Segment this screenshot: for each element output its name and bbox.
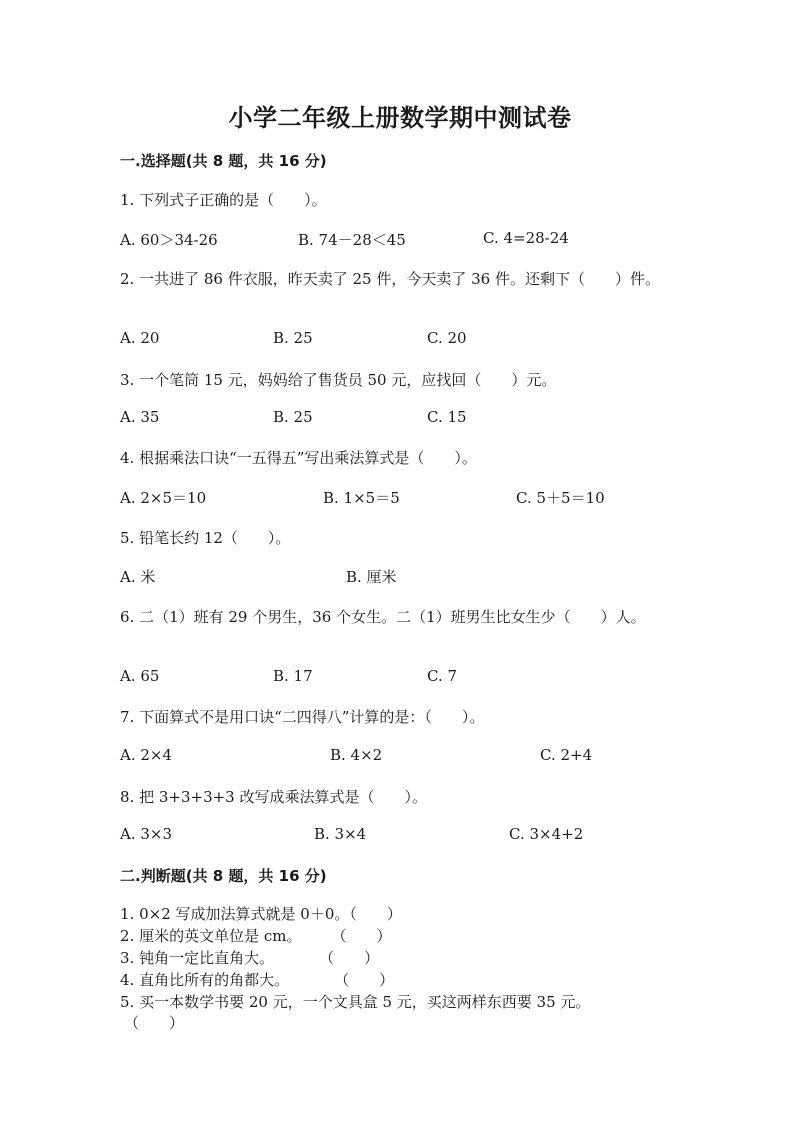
question-1-option-b[interactable]: B. 74－28＜45 [298, 231, 406, 249]
question-2-stem: 2. 一共进了 86 件衣服，昨天卖了 25 件，今天卖了 36 件。还剩下（ ）件。 [120, 270, 660, 288]
question-2-option-a[interactable]: A. 20 [120, 329, 160, 347]
question-2-option-b[interactable]: B. 25 [273, 329, 313, 347]
judgement-question-3: 3. 钝角一定比直角大。 （ ） [120, 949, 380, 967]
section-heading-choice: 一.选择题(共 8 题，共 16 分) [120, 152, 327, 170]
question-4-option-b[interactable]: B. 1×5＝5 [323, 489, 400, 507]
question-7-option-c[interactable]: C. 2+4 [540, 746, 593, 764]
judgement-question-4: 4. 直角比所有的角都大。 （ ） [120, 971, 395, 989]
question-8-option-c[interactable]: C. 3×4+2 [509, 825, 584, 843]
question-6-option-a[interactable]: A. 65 [120, 667, 160, 685]
question-4-option-c[interactable]: C. 5＋5＝10 [516, 489, 605, 507]
question-6-option-b[interactable]: B. 17 [273, 667, 313, 685]
question-3-option-b[interactable]: B. 25 [273, 408, 313, 426]
question-4-stem: 4. 根据乘法口诀“一五得五”写出乘法算式是（ ）。 [120, 449, 477, 467]
question-2-option-c[interactable]: C. 20 [427, 329, 467, 347]
question-6-option-c[interactable]: C. 7 [427, 667, 458, 685]
question-1-stem: 1. 下列式子正确的是（ ）。 [120, 191, 327, 209]
question-6-stem: 6. 二（1）班有 29 个男生，36 个女生。二（1）班男生比女生少（ ）人。 [120, 608, 646, 626]
question-5-stem: 5. 铅笔长约 12（ ）。 [120, 529, 291, 547]
question-5-option-a[interactable]: A. 米 [120, 568, 156, 586]
question-7-option-a[interactable]: A. 2×4 [120, 746, 173, 764]
judgement-question-1: 1. 0×2 写成加法算式就是 0＋0。（ ） [120, 905, 402, 923]
question-3-option-a[interactable]: A. 35 [120, 408, 160, 426]
question-5-option-b[interactable]: B. 厘米 [346, 568, 397, 586]
question-8-option-b[interactable]: B. 3×4 [314, 825, 367, 843]
section-heading-judgement: 二.判断题(共 8 题，共 16 分) [120, 867, 327, 885]
question-3-option-c[interactable]: C. 15 [427, 408, 467, 426]
page-title: 小学二年级上册数学期中测试卷 [228, 104, 572, 132]
question-1-option-c[interactable]: C. 4=28-24 [483, 229, 569, 247]
judgement-question-5: 5. 买一本数学书要 20 元，一个文具盒 5 元，买这两样东西要 35 元。 [120, 993, 591, 1011]
question-8-stem: 8. 把 3+3+3+3 改写成乘法算式是（ ）。 [120, 788, 427, 806]
question-4-option-a[interactable]: A. 2×5＝10 [120, 489, 207, 507]
question-7-option-b[interactable]: B. 4×2 [330, 746, 383, 764]
judgement-question-2: 2. 厘米的英文单位是 cm。 （ ） [120, 927, 392, 945]
question-7-stem: 7. 下面算式不是用口诀“二四得八”计算的是：（ ）。 [120, 708, 485, 726]
judgement-question-5-answer-blank: （ ） [124, 1014, 185, 1032]
question-8-option-a[interactable]: A. 3×3 [120, 825, 173, 843]
question-1-option-a[interactable]: A. 60＞34-26 [120, 231, 218, 249]
question-3-stem: 3. 一个笔筒 15 元，妈妈给了售货员 50 元，应找回（ ）元。 [120, 371, 557, 389]
